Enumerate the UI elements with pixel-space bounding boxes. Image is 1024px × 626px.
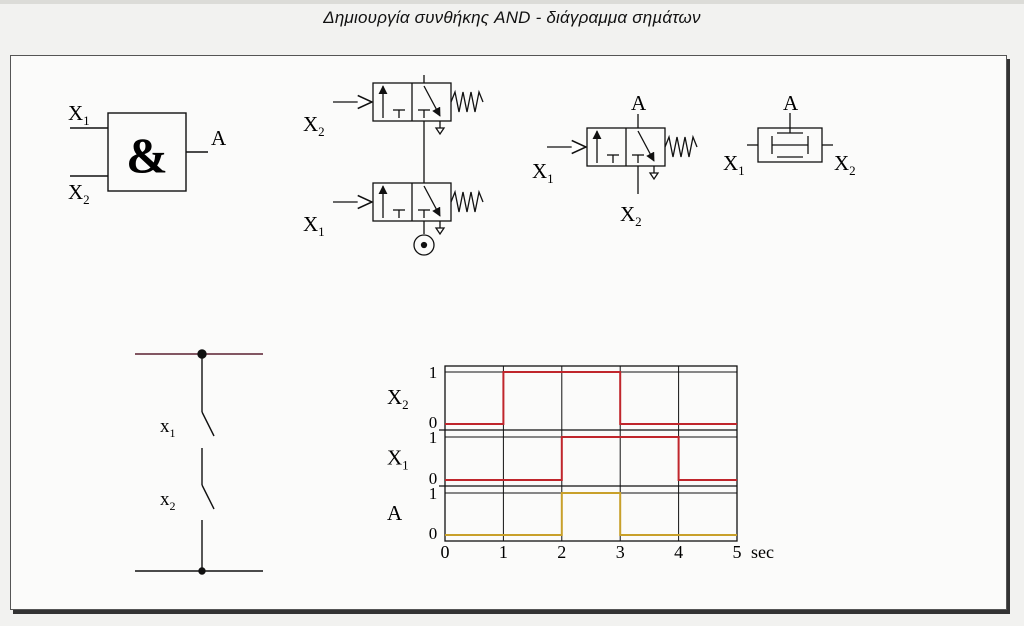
contact-x2: [202, 485, 214, 509]
gate-output-label: A: [211, 126, 227, 150]
single-valve-bottom-input-label: $X_2$: [620, 202, 642, 229]
two-pressure-output-label: A: [783, 91, 799, 115]
upper-valve: [333, 75, 483, 134]
single-valve-input-label: $X_1$: [532, 159, 554, 186]
gate-input-top-label: $X_1$: [68, 101, 90, 128]
ladder-contact-top-label: $x_1$: [160, 416, 176, 440]
figure-caption: Δημιουργία συνθήκης AND - διάγραμμα σηµάτων: [323, 8, 701, 27]
signal-waveform: [445, 493, 737, 535]
y-tick-label: 1: [428, 484, 438, 503]
lower-valve: [333, 183, 483, 255]
single-valve-output-label: A: [631, 91, 647, 115]
two-pressure-left-label: $X_1$: [723, 151, 745, 178]
x-tick-label: 4: [674, 542, 684, 562]
x-tick-label: 1: [498, 542, 508, 562]
series-label: A: [387, 501, 403, 525]
chart-frame: [445, 366, 737, 541]
y-tick-label: 0: [428, 413, 438, 432]
x-tick-label: 3: [615, 542, 625, 562]
x-tick-label: 5: [732, 542, 742, 562]
ladder-diagram: [135, 350, 263, 574]
and-symbol: &: [126, 127, 168, 183]
gate-input-bottom-label: $X_2$: [68, 180, 90, 207]
y-tick-label: 1: [428, 363, 438, 382]
signal-waveform: [445, 437, 737, 480]
two-pressure-valve: [747, 113, 833, 162]
single-valve: [547, 114, 697, 194]
x-unit-label: sec: [751, 542, 774, 562]
contact-x1: [202, 412, 214, 436]
y-tick-label: 0: [428, 469, 438, 488]
two-pressure-right-label: $X_2$: [834, 151, 856, 178]
signal-timing-chart: [387, 363, 774, 562]
x-tick-label: 0: [440, 542, 450, 562]
series-upper-input-label: $X_2$: [303, 112, 325, 139]
y-tick-label: 1: [428, 428, 438, 447]
series-lower-input-label: $X_1$: [303, 212, 325, 239]
y-tick-label: 0: [428, 524, 438, 543]
ladder-contact-bottom-label: $x_2$: [160, 489, 176, 513]
signal-waveform: [445, 372, 737, 424]
series-label: $X_2$: [387, 385, 409, 412]
series-label: $X_1$: [387, 445, 409, 473]
x-tick-label: 2: [557, 542, 567, 562]
